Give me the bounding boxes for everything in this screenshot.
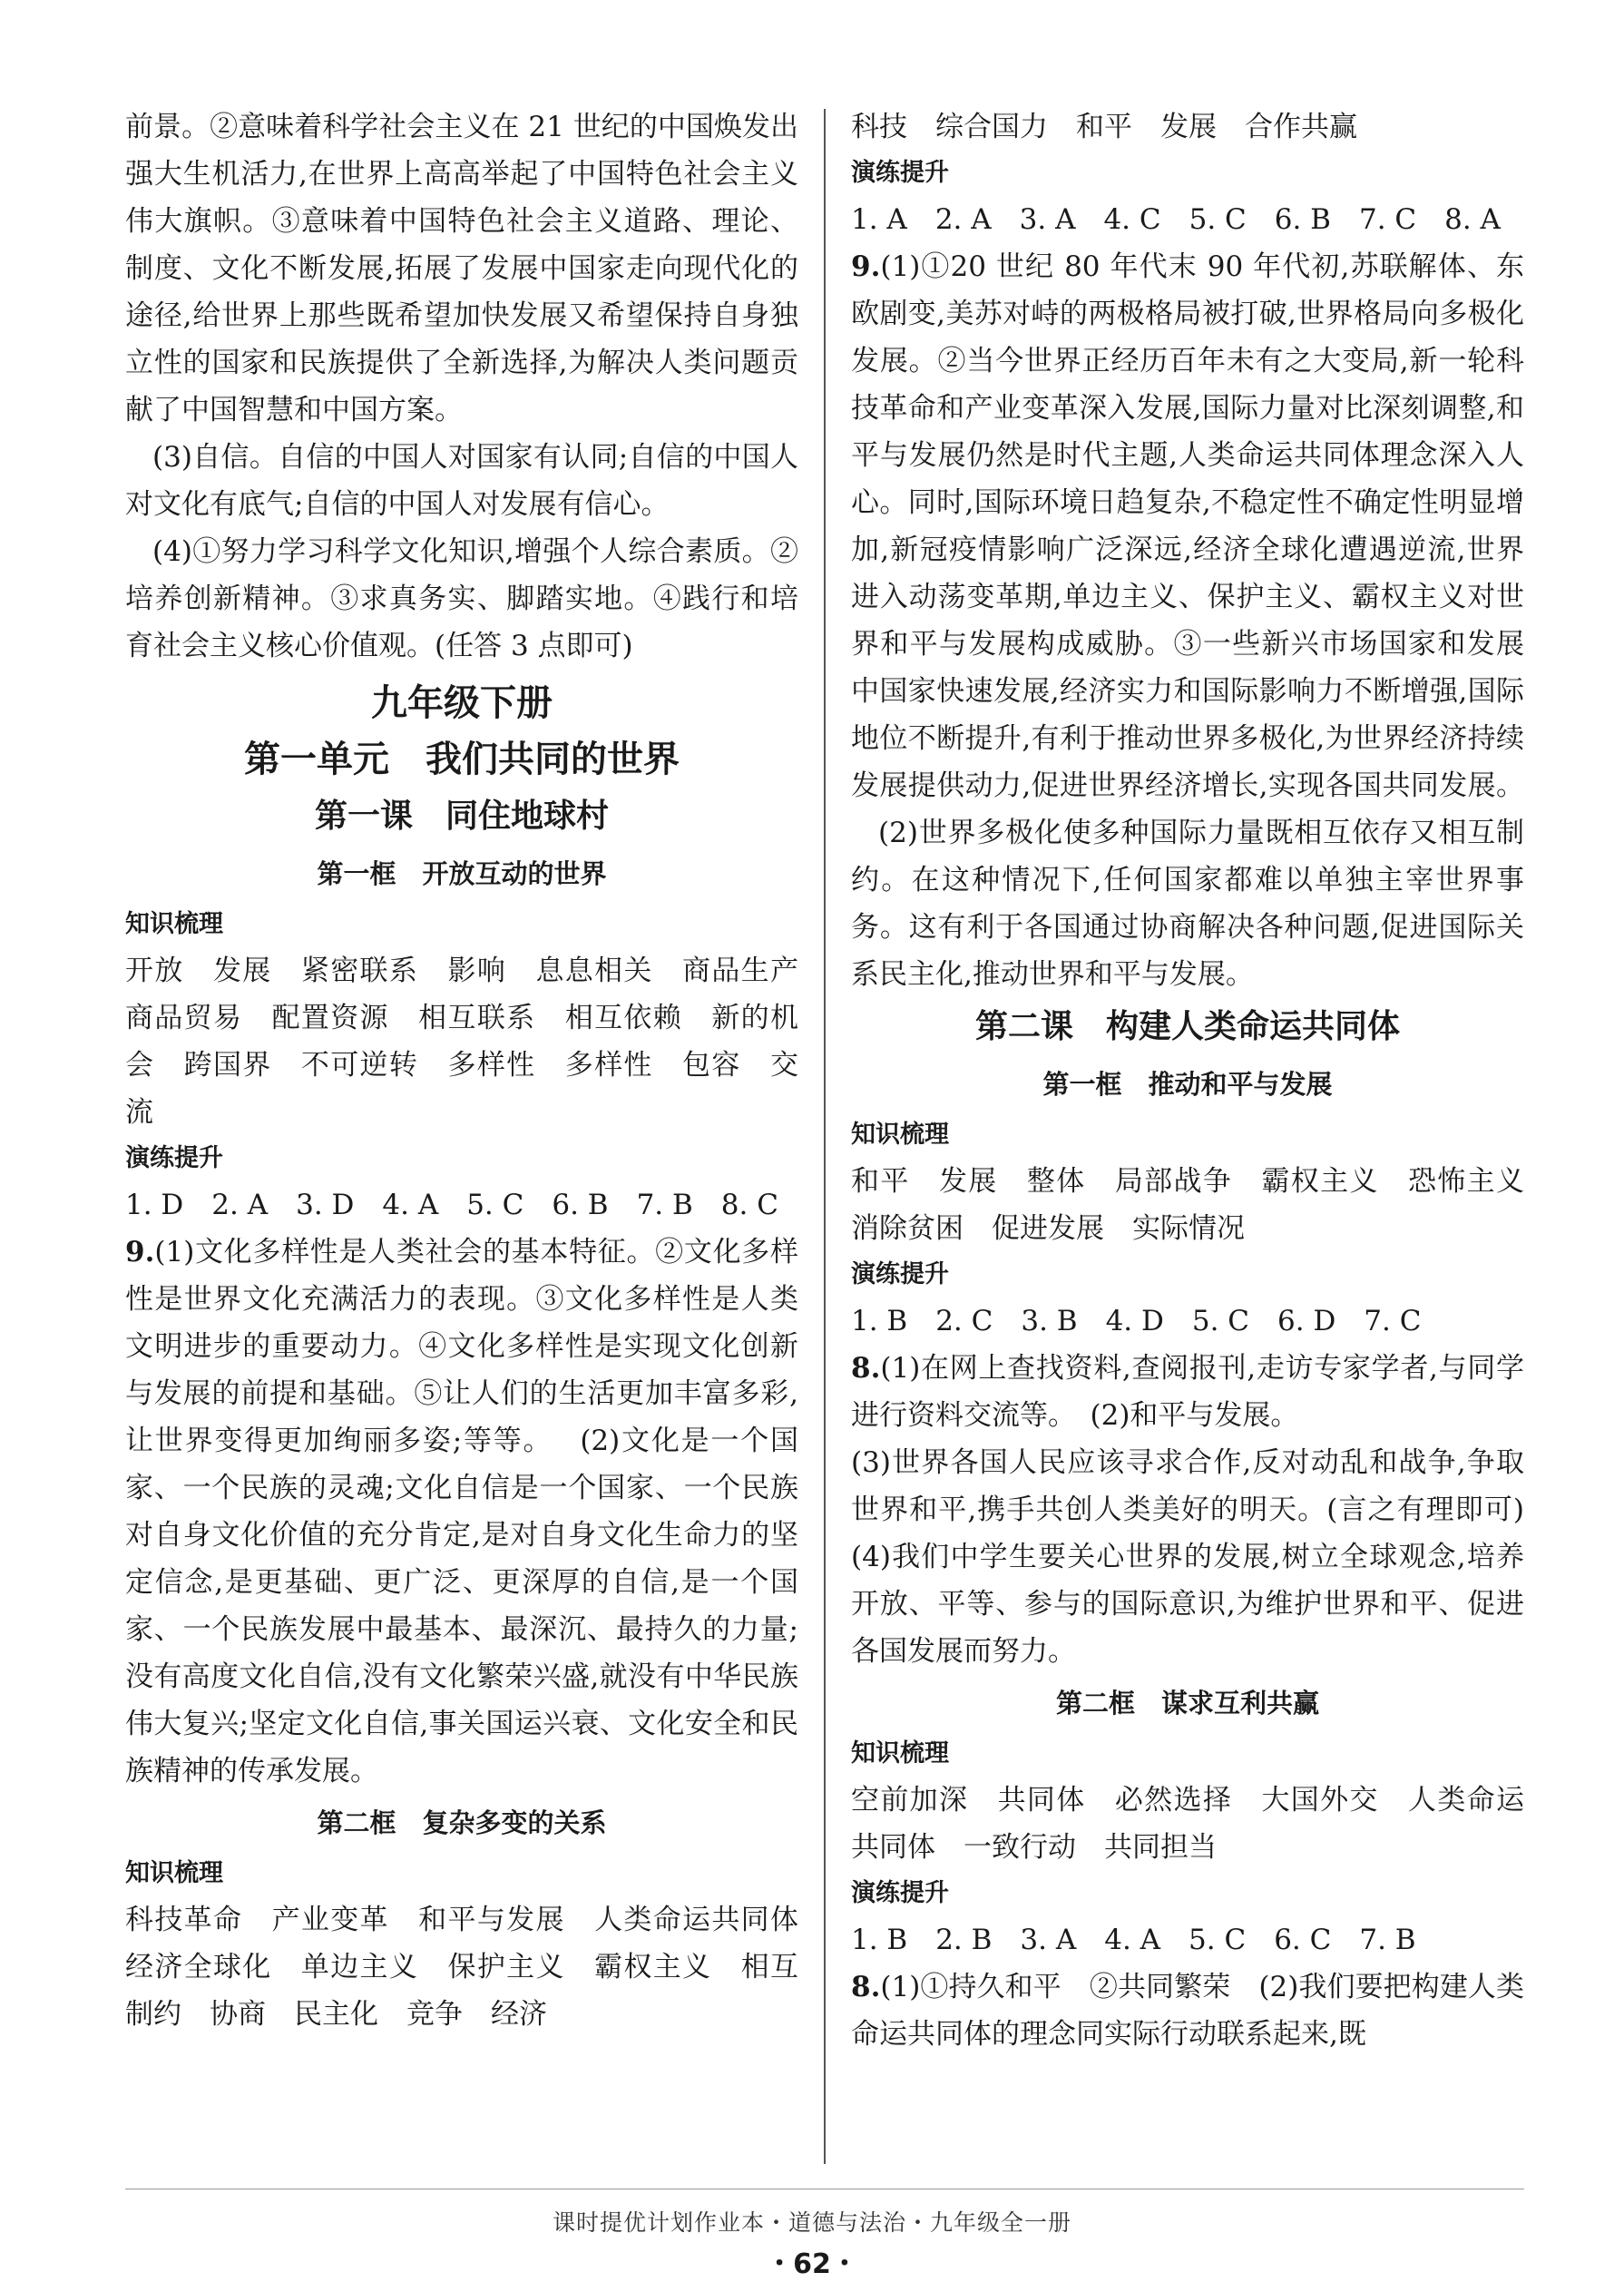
lesson-1-title: 第一课 同住地球村	[314, 798, 609, 835]
frame-2-answers: 1. A 2. A 3. A 4. C 5. C 6. B 7. C 8. A	[851, 203, 1501, 236]
intro-paragraph-2: (3)自信。自信的中国人对国家有认同;自信的中国人对文化有底气;自信的中国人对发展有信心。	[125, 441, 798, 521]
frame-3-answers: 1. B 2. C 3. B 4. D 5. C 6. D 7. C	[851, 1305, 1422, 1337]
frame-2-title: 第二框 复杂多变的关系	[317, 1807, 607, 1838]
frame-3-q8: 8.(1)在网上查找资料,查阅报刊,走访专家学者,与同学进行资料交流等。 (2)和平与发展。	[851, 1352, 1524, 1432]
q8-number-2: 8.	[851, 1971, 881, 2003]
page-footer	[0, 2205, 1624, 2281]
q9-number-2: 9.	[851, 250, 881, 283]
right-column	[851, 103, 1552, 2058]
intro-paragraph-3: (4)①努力学习科学文化知识,增强个人综合素质。②培养创新精神。③求真务实、脚踏实地。④践行和培育社会主义核心价值观。(任答 3 点即可)	[125, 535, 798, 662]
practice-label: 演练提升	[125, 1144, 223, 1172]
knowledge-label-4: 知识梳理	[851, 1739, 949, 1768]
frame-3-keywords: 和平 发展 整体 局部战争 霸权主义 恐怖主义 消除贫困 促进发展 实际情况	[851, 1165, 1552, 1245]
book-title: 课时提优计划作业本・道德与法治・九年级全一册	[552, 2209, 1071, 2236]
lesson-2-title: 第二课 构建人类命运共同体	[974, 1008, 1400, 1045]
frame-1-answers: 1. D 2. A 3. D 4. A 5. C 6. B 7. B 8. C	[125, 1189, 778, 1221]
practice-label-3: 演练提升	[851, 1260, 949, 1288]
frame-1-q9: 9.(1)文化多样性是人类社会的基本特征。②文化多样性是世界文化充满活力的表现。③文化多样性是人类文明进步的重要动力。④文化多样性是实现文化创新与发展的前提和基础。⑤让人们的生活更加丰富多彩,让世界变得更加绚丽多姿;等等。 (2)文化是一个国家、一个民族的灵魂;文化自信是一个国家、一个民族对自身文化价值的充分肯定,是对自身文化生命力的坚定信念,是更基础、更广泛、更深厚的自信,是一个国家、一个民族发展中最基本、最深沉、最持久的力量;没有高度文化自信,没有文化繁荣兴盛,就没有中华民族伟大复兴;坚定文化自信,事关国运兴衰、文化安全和民族精神的传承发展。	[125, 1236, 798, 1787]
page-number: ・62・	[766, 2248, 858, 2280]
frame-1-title: 第一框 开放互动的世界	[317, 858, 607, 889]
q8-number: 8.	[851, 1352, 881, 1385]
frame-1-keywords: 开放 发展 紧密联系 影响 息息相关 商品生产 商品贸易 配置资源 相互联系 相互依赖 新的机会 跨国界 不可逆转 多样性 多样性 包容 交流	[125, 955, 827, 1129]
frame-4-keywords: 空前加深 共同体 必然选择 大国外交 人类命运共同体 一致行动 共同担当	[851, 1784, 1524, 1864]
intro-paragraph: 前景。②意味着科学社会主义在 21 世纪的中国焕发出强大生机活力,在世界上高高举起了中国特色社会主义伟大旗帜。③意味着中国特色社会主义道路、理论、制度、文化不断发展,拓展了发展中国家走向现代化的途径,给世界上那些既希望加快发展又希望保持自身独立性的国家和民族提供了全新选择,为解决人类问题贡献了中国智慧和中国方案。	[125, 111, 798, 426]
grade-title: 九年级下册	[371, 682, 553, 724]
unit-title: 第一单元 我们共同的世界	[244, 739, 680, 780]
frame-4-title: 第二框 谋求互利共赢	[1055, 1688, 1319, 1719]
left-column	[125, 103, 827, 2038]
knowledge-label: 知识梳理	[125, 910, 223, 938]
frame-3-q8b: (3)世界各国人民应该寻求合作,反对动乱和战争,争取世界和平,携手共创人类美好的明天。(言之有理即可) (4)我们中学生要关心世界的发展,树立全球观念,培养开放、平等、参与的国际意识,为维护世界和平、促进各国发展而努力。	[851, 1446, 1552, 1668]
frame-3-title: 第一框 推动和平与发展	[1042, 1069, 1333, 1100]
knowledge-label-2: 知识梳理	[125, 1859, 223, 1887]
practice-label-4: 演练提升	[851, 1879, 949, 1907]
practice-label-2: 演练提升	[851, 159, 949, 187]
frame-2-keywords-cont: 科技 综合国力 和平 发展 合作共赢	[851, 111, 1357, 143]
knowledge-label-3: 知识梳理	[851, 1121, 949, 1149]
frame-2-q9: 9.(1)①20 世纪 80 年代末 90 年代初,苏联解体、东欧剧变,美苏对峙的两极格局被打破,世界格局向多极化发展。②当今世界正经历百年未有之大变局,新一轮科技革命和产业变革深入发展,国际力量对比深刻调整,和平与发展仍然是时代主题,人类命运共同体理念深入人心。同时,国际环境日趋复杂,不稳定性不确定性明显增加,新冠疫情影响广泛深远,经济全球化遭遇逆流,世界进入动荡变革期,单边主义、保护主义、霸权主义对世界和平与发展构成威胁。③一些新兴市场国家和发展中国家快速发展,经济实力和国际影响力不断增强,国际地位不断提升,有利于推动世界多极化,为世界经济持续发展提供动力,促进世界经济增长,实现各国共同发展。(2)世界多极化使多种国际力量既相互依存又相互制约。在这种情况下,任何国家都难以单独主宰世界事务。这有利于各国通过协商解决各种问题,促进国际关系民主化,推动世界和平与发展。	[851, 250, 1524, 991]
q9-number: 9.	[125, 1236, 155, 1268]
frame-2-keywords: 科技革命 产业变革 和平与发展 人类命运共同体 经济全球化 单边主义 保护主义 霸权主义 相互制约 协商 民主化 竞争 经济	[125, 1904, 827, 2031]
column-divider	[824, 109, 826, 2164]
frame-4-q8: 8.(1)①持久和平 ②共同繁荣 (2)我们要把构建人类命运共同体的理念同实际行动联系起来,既	[851, 1971, 1524, 2051]
frame-4-answers: 1. B 2. B 3. A 4. A 5. C 6. C 7. B	[851, 1924, 1416, 1956]
